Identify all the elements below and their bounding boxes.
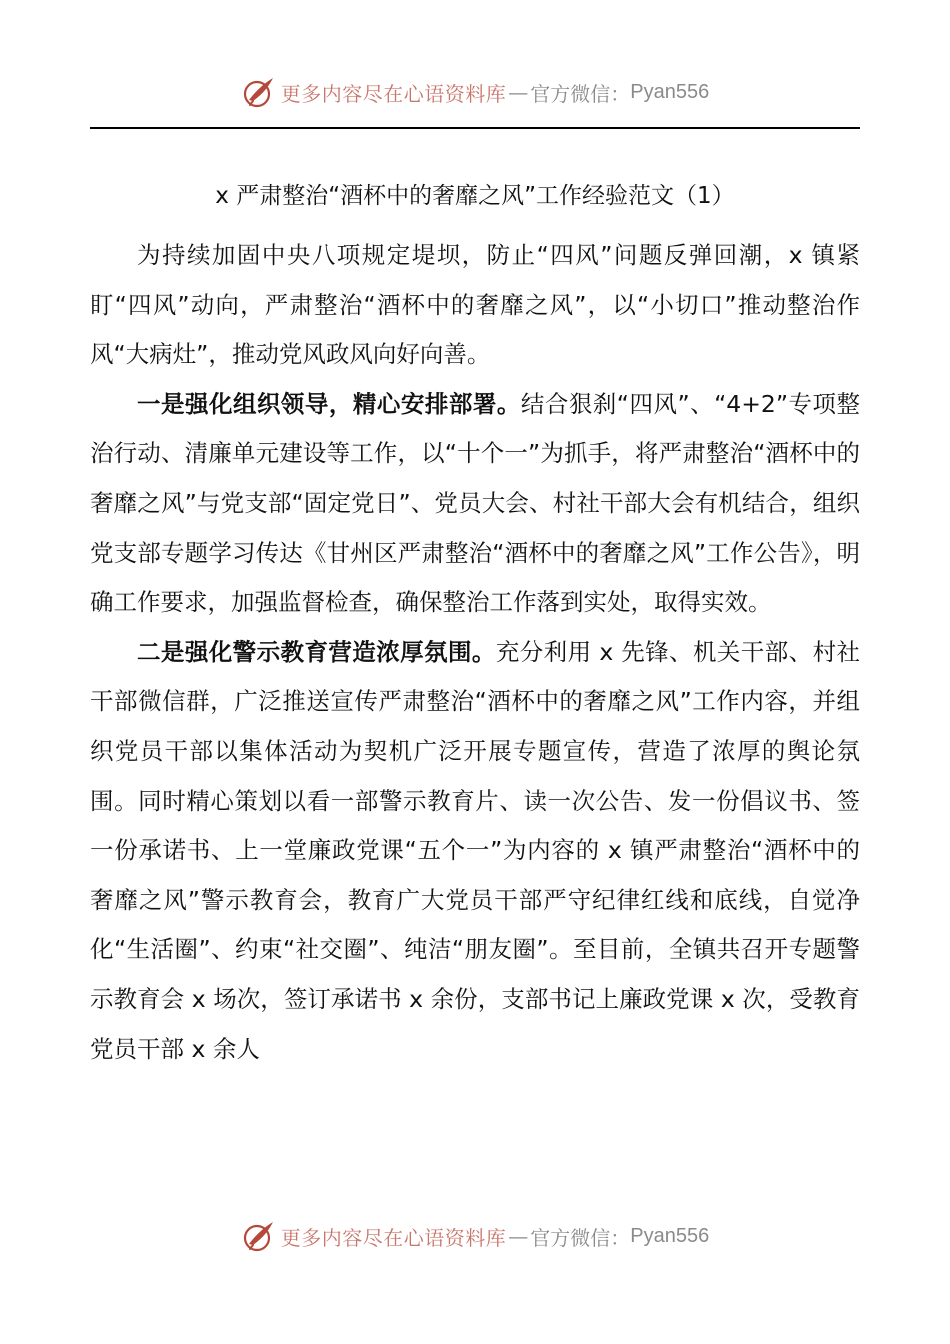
footer-banner <box>0 1214 950 1258</box>
paragraph-2-lead: 一是强化组织领导，精心安排部署。 <box>137 389 521 418</box>
footer-separator: — <box>508 1224 529 1248</box>
document-body <box>90 231 860 1074</box>
paragraph-3-text: 充分利用 x 先锋、机关干部、村社干部微信群，广泛推送宣传严肃整治“酒杯中的奢靡之风”工作内容，并组织党员干部以集体活动为契机广泛开展专题宣传，营造了浓厚的舆论氛围。同时精心策划以看一部警示教育片、读一次公告、发一份倡议书、签一份承诺书、上一堂廉政党课“五个一”为内容的 x 镇严肃整治“酒杯中的奢靡之风”警示教育会，教育广大党员干部严守纪律红线和底线，自觉净化“生活圈”、约束“社交圈”、纯洁“朋友圈”。至目前，全镇共召开专题警示教育会 x 场次，签订承诺书 x 余份，支部书记上廉政党课 x 次，受教育党员干部 x 余人 <box>90 637 860 1063</box>
footer-wechat-id: Pyan556 <box>630 1224 710 1247</box>
quill-logo-icon <box>241 74 277 110</box>
header-brand: 更多内容尽在心语资料库 <box>280 81 507 106</box>
header-banner <box>0 70 950 114</box>
footer-wechat-label: 官方微信： <box>530 1225 631 1250</box>
paragraph-2 <box>90 380 860 628</box>
header-wechat-label: 官方微信： <box>530 81 631 106</box>
paragraph-2-text: 结合狠刹“四风”、“4+2”专项整治行动、清廉单元建设等工作，以“十个一”为抓手，将严肃整治“酒杯中的奢靡之风”与党支部“固定党日”、党员大会、村社干部大会有机结合，组织党支部专题学习传达《甘州区严肃整治“酒杯中的奢靡之风”工作公告》，明确工作要求，加强监督检查，确保整治工作落到实处，取得实效。 <box>90 389 861 617</box>
quill-logo-icon <box>241 1218 277 1254</box>
document-title: x 严肃整治“酒杯中的奢靡之风”工作经验范文（1） <box>215 183 735 209</box>
header-rule <box>90 127 860 129</box>
paragraph-3 <box>90 628 860 1074</box>
header-wechat-id: Pyan556 <box>630 80 710 103</box>
footer-brand: 更多内容尽在心语资料库 <box>280 1225 507 1250</box>
paragraph-3-lead: 二是强化警示教育营造浓厚氛围。 <box>137 637 496 666</box>
paragraph-1-text: 为持续加固中央八项规定堤坝，防止“四风”问题反弹回潮，x 镇紧盯“四风”动向，严肃整治“酒杯中的奢靡之风”，以“小切口”推动整治作风“大病灶”，推动党风政风向好向善。 <box>90 241 860 369</box>
header-separator: — <box>508 80 529 104</box>
paragraph-1 <box>90 231 860 380</box>
